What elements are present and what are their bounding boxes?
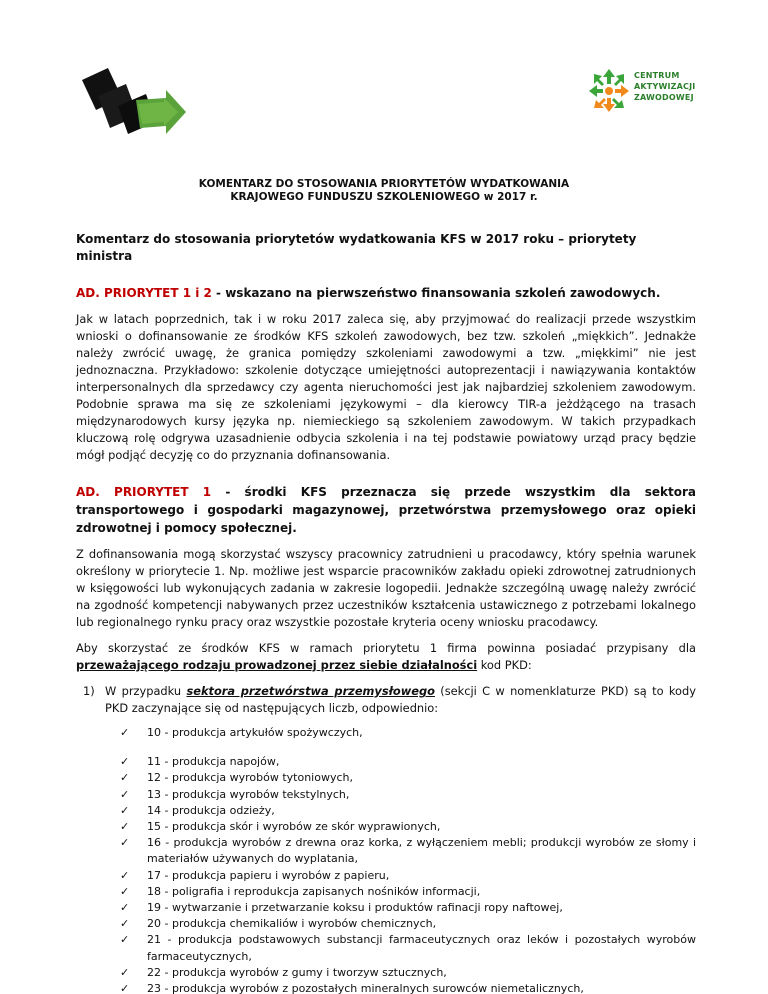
pkd-list-a	[120, 725, 696, 741]
section-2-heading	[76, 483, 696, 537]
checkmark-icon: ✓	[120, 884, 130, 898]
list-item-text: 19 - wytwarzanie i przetwarzanie koksu i produktów rafinacji ropy naftowej,	[147, 901, 563, 915]
checkmark-icon: ✓	[120, 982, 130, 994]
numbered-item-1	[83, 683, 696, 717]
checkmark-icon: ✓	[120, 755, 130, 769]
brand-line: CENTRUM	[634, 71, 680, 80]
brand-line: AKTYWIZACJI	[634, 82, 696, 91]
document-title-line-2: KRAJOWEGO FUNDUSZU SZKOLENIOWEGO w 2017 r.	[230, 191, 538, 203]
section-1-paragraph: Jak w latach poprzednich, tak i w roku 2017 zaleca się, aby przyjmować do realizacji przede wszystkim wnioski o dofinansowanie ze środków KFS szkoleń zawodowych, bez tzw. szkoleń „miękkich”. Jednakże należy zwrócić uwagę, że granica pomiędzy szkoleniami zawodowymi a tzw. „miękkimi” nie jest jednoznaczna. Przykładowo: szkolenie dotyczące umiejętności autoprezentacji i nawiązywania kontaktów interpersonalnych dla sprzedawcy czy agenta nieruchomości jest jak najbardziej szkoleniem zawodowym. Podobnie sprawa ma się ze szkoleniami językowymi – dla kierowcy TIR-a jeżdżącego na trasach międzynarodowych kursy języka np. niemieckiego są szkoleniem zawodowym. W takich przypadkach kluczową rolę odgrywa uzasadnienie odbycia szkolenia i na tej podstawie powiatowy urząd pracy będzie mógł podjąć decyzję co do przyznania dofinansowania.	[76, 312, 696, 462]
section-2-label: AD. PRIORYTET 1	[76, 485, 212, 499]
list-item	[120, 981, 696, 994]
list-item-text: 21 - produkcja podstawowych substancji farmaceutycznych oraz leków i pozostałych wyrobów farmaceutycznych,	[147, 933, 696, 963]
checkmark-icon: ✓	[120, 965, 130, 979]
list-item	[120, 868, 696, 884]
list-item	[120, 932, 696, 964]
checkmark-icon: ✓	[120, 820, 130, 834]
list-item-text: 15 - produkcja skór i wyrobów ze skór wyprawionych,	[147, 820, 441, 834]
section-2-paragraph-1: Z dofinansowania mogą skorzystać wszyscy pracownicy zatrudnieni u pracodawcy, który spełnia warunek określony w priorytecie 1. Np. możliwe jest wsparcie pracowników zakładu opieki zdrowotnej zatrudnionych w księgowości lub wykonujących zadania w zakresie logopedii. Jednakże szczególną uwagę należy zwrócić na zgodność kompetencji nabywanych przez uczestników kształcenia ustawicznego z potrzebami lokalnego lub regionalnego rynku pracy oraz wszystkie pozostałe kryteria oceny wniosku pracodawcy.	[76, 547, 696, 629]
list-item	[120, 754, 696, 770]
list-item	[120, 770, 696, 786]
list-item-text: 18 - poligrafia i reprodukcja zapisanych nośników informacji,	[147, 884, 481, 898]
checkmark-icon: ✓	[120, 917, 130, 931]
centrum-logo	[588, 68, 718, 114]
section-1-heading-text: - wskazano na pierwszeństwo finansowania szkoleń zawodowych.	[211, 286, 661, 300]
item-1-emphasis: sektora przetwórstwa przemysłowego	[186, 684, 435, 698]
pkd-list-b	[120, 754, 696, 994]
checkmark-icon: ✓	[120, 868, 130, 882]
list-item	[120, 803, 696, 819]
list-item-text: 22 - produkcja wyrobów z gumy i tworzyw sztucznych,	[147, 965, 447, 979]
para-2-end: kod PKD:	[477, 658, 532, 672]
list-item-text: 14 - produkcja odzieży,	[147, 803, 275, 817]
list-item	[120, 819, 696, 835]
list-item	[120, 884, 696, 900]
document-subtitle: Komentarz do stosowania priorytetów wydatkowania KFS w 2017 roku – priorytety ministra	[76, 232, 637, 263]
list-item-text: 10 - produkcja artykułów spożywczych,	[147, 726, 363, 739]
item-1-end: (sekcji C w nomenklaturze PKD) są to kody PKD zaczynające się od następujących liczb, odpowiednio:	[105, 684, 696, 715]
item-1-start: W przypadku	[105, 684, 187, 698]
item-number: 1)	[83, 684, 95, 698]
list-item-text: 12 - produkcja wyrobów tytoniowych,	[147, 771, 353, 785]
section-1-heading	[76, 284, 696, 302]
item-1-text	[105, 683, 696, 717]
checkmark-icon: ✓	[120, 836, 130, 850]
list-item-text: 13 - produkcja wyrobów tekstylnych,	[147, 787, 350, 801]
checkmark-icon: ✓	[120, 726, 130, 739]
checkmark-icon: ✓	[120, 803, 130, 817]
list-item	[120, 835, 696, 867]
document-body	[76, 231, 696, 994]
list-item-text: 11 - produkcja napojów,	[147, 755, 280, 769]
list-item-text: 23 - produkcja wyrobów z pozostałych mineralnych surowców niemetalicznych,	[147, 982, 584, 994]
section-2-heading-text: - środki KFS przeznacza się przede wszystkim dla sektora transportowego i gospodarki magazynowej, przetwórstwa przemysłowego oraz opieki zdrowotnej i pomocy społecznej.	[76, 485, 696, 535]
list-item	[120, 965, 696, 981]
list-item-text: 16 - produkcja wyrobów z drewna oraz korka, z wyłączeniem mebli; produkcji wyrobów ze słomy i materiałów używanych do wyplatania,	[147, 836, 696, 866]
arrow-tiles-logo-icon	[78, 60, 190, 142]
centrum-brand-text	[634, 70, 695, 103]
section-2-paragraph-2	[76, 640, 696, 674]
document-title-line-1: KOMENTARZ DO STOSOWANIA PRIORYTETÓW WYDATKOWANIA	[198, 178, 570, 190]
section-1-label: AD. PRIORYTET 1 i 2	[76, 286, 212, 300]
list-item	[120, 900, 696, 916]
list-item	[120, 916, 696, 932]
brand-line: ZAWODOWEJ	[634, 93, 694, 102]
checkmark-icon: ✓	[120, 787, 130, 801]
list-item	[120, 787, 696, 803]
list-item-text: 17 - produkcja papieru i wyrobów z papieru,	[147, 868, 390, 882]
document-title	[0, 178, 768, 204]
list-item	[120, 725, 696, 741]
checkmark-icon: ✓	[120, 771, 130, 785]
list-item-text: 20 - produkcja chemikaliów i wyrobów chemicznych,	[147, 917, 437, 931]
para-2-underlined: przeważającego rodzaju prowadzonej przez siebie działalności	[76, 658, 478, 672]
para-2-start: Aby skorzystać ze środków KFS w ramach priorytetu 1 firma powinna posiadać przypisany dla	[76, 641, 696, 655]
checkmark-icon: ✓	[120, 901, 130, 915]
centrum-arrows-icon	[588, 68, 630, 112]
checkmark-icon: ✓	[120, 933, 130, 947]
